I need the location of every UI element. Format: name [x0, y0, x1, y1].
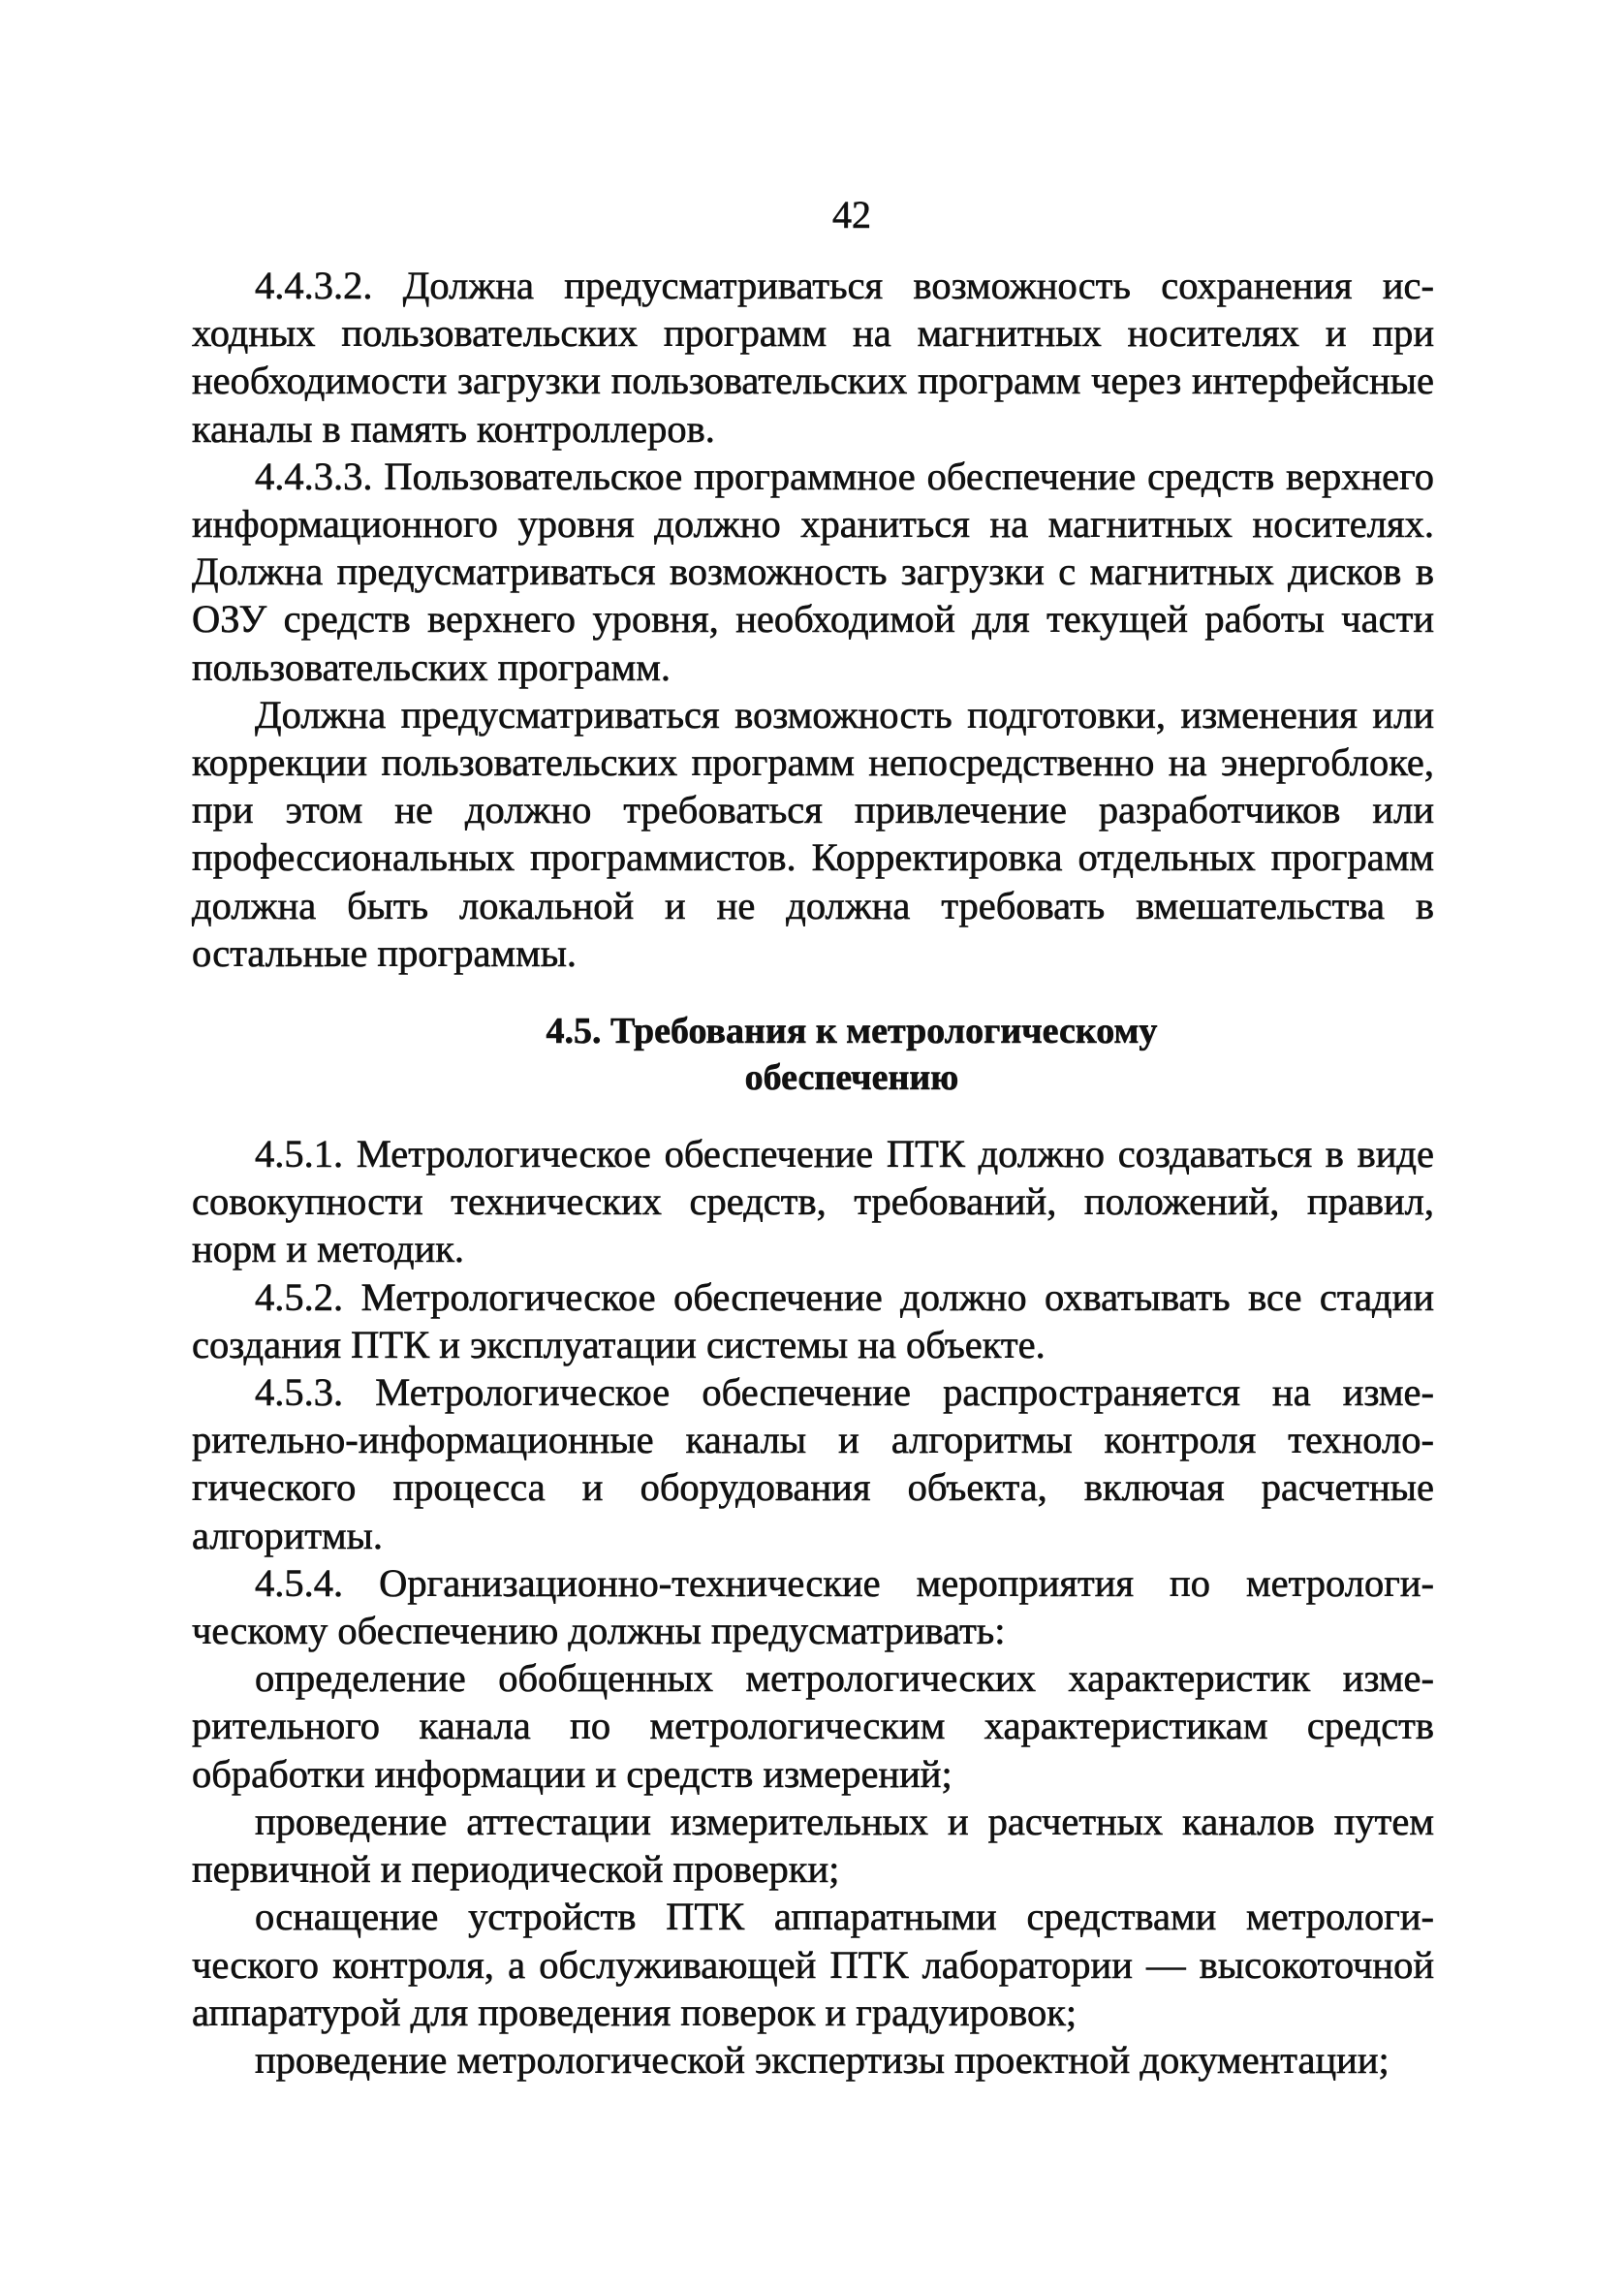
list-item-metrological-expertise: проведение метрологической экспертизы проектной документации; [255, 2037, 1390, 2082]
list-item-generalized-characteristics: определение обобщенных метрологических характеристик измерительного канала по метрологическим характеристикам средств обработки информации и средств измерений; [192, 1656, 1434, 1796]
paragraph-4-5-4: 4.5.4. Организационно-технические мероприятия по метрологическому обеспечению должны предусматривать: [192, 1560, 1434, 1653]
paragraphs-after-section [192, 1130, 1434, 2084]
paragraph-4-5-2: 4.5.2. Метрологическое обеспечение должно охватывать все стадии создания ПТК и эксплуатации системы на объекте. [192, 1274, 1434, 1366]
section-heading-line-2: обеспечению [744, 1057, 959, 1099]
list-item-equipment-provision: оснащение устройств ПТК аппаратными средствами метрологического контроля, а обслуживающей ПТК лаборатории — высокоточной аппаратурой для проведения поверок и градуировок; [192, 1895, 1434, 2034]
paragraph-4-5-1: 4.5.1. Метрологическое обеспечение ПТК должно создаваться в виде совокупности технических средств, требований, положений, правил, норм и методик. [192, 1132, 1434, 1271]
section-heading-line-1: 4.5. Требования к метрологическому [546, 1011, 1158, 1052]
paragraph-program-correction: Должна предусматриваться возможность подготовки, изменения или коррекции пользовательских программ непосредственно на энергоблоке, при этом не должно требоваться привлечение разработчиков или профессиональных программистов. Корректировка отдельных программ должна быть локальной и не должна требовать вмешательства в остальные программы. [192, 692, 1434, 975]
document-page [192, 190, 1434, 2084]
list-item-channel-certification: проведение аттестации измерительных и расчетных каналов путем первичной и периодической проверки; [192, 1799, 1434, 1892]
paragraph-4-4-3-2: 4.4.3.2. Должна предусматриваться возможность сохранения исходных пользовательских программ на магнитных носителях и при необходимости загрузки пользовательских программ через интерфейсные каналы в память контроллеров. [192, 264, 1434, 451]
page-number: 42 [832, 193, 871, 236]
section-heading-4-5 [192, 1008, 1434, 1101]
paragraph-4-5-3: 4.5.3. Метрологическое обеспечение распространяется на измерительно-информационные каналы и алгоритмы контроля технологического процесса и оборудования объекта, включая расчетные алгоритмы. [192, 1370, 1434, 1557]
paragraphs-before-section [192, 262, 1434, 977]
paragraph-4-4-3-3: 4.4.3.3. Пользовательское программное обеспечение средств верхнего информационного уровня должно храниться на магнитных носителях. Должна предусматриваться возможность загрузки с магнитных дисков в ОЗУ средств верхнего уровня, необходимой для текущей работы части пользовательских программ. [192, 454, 1434, 689]
